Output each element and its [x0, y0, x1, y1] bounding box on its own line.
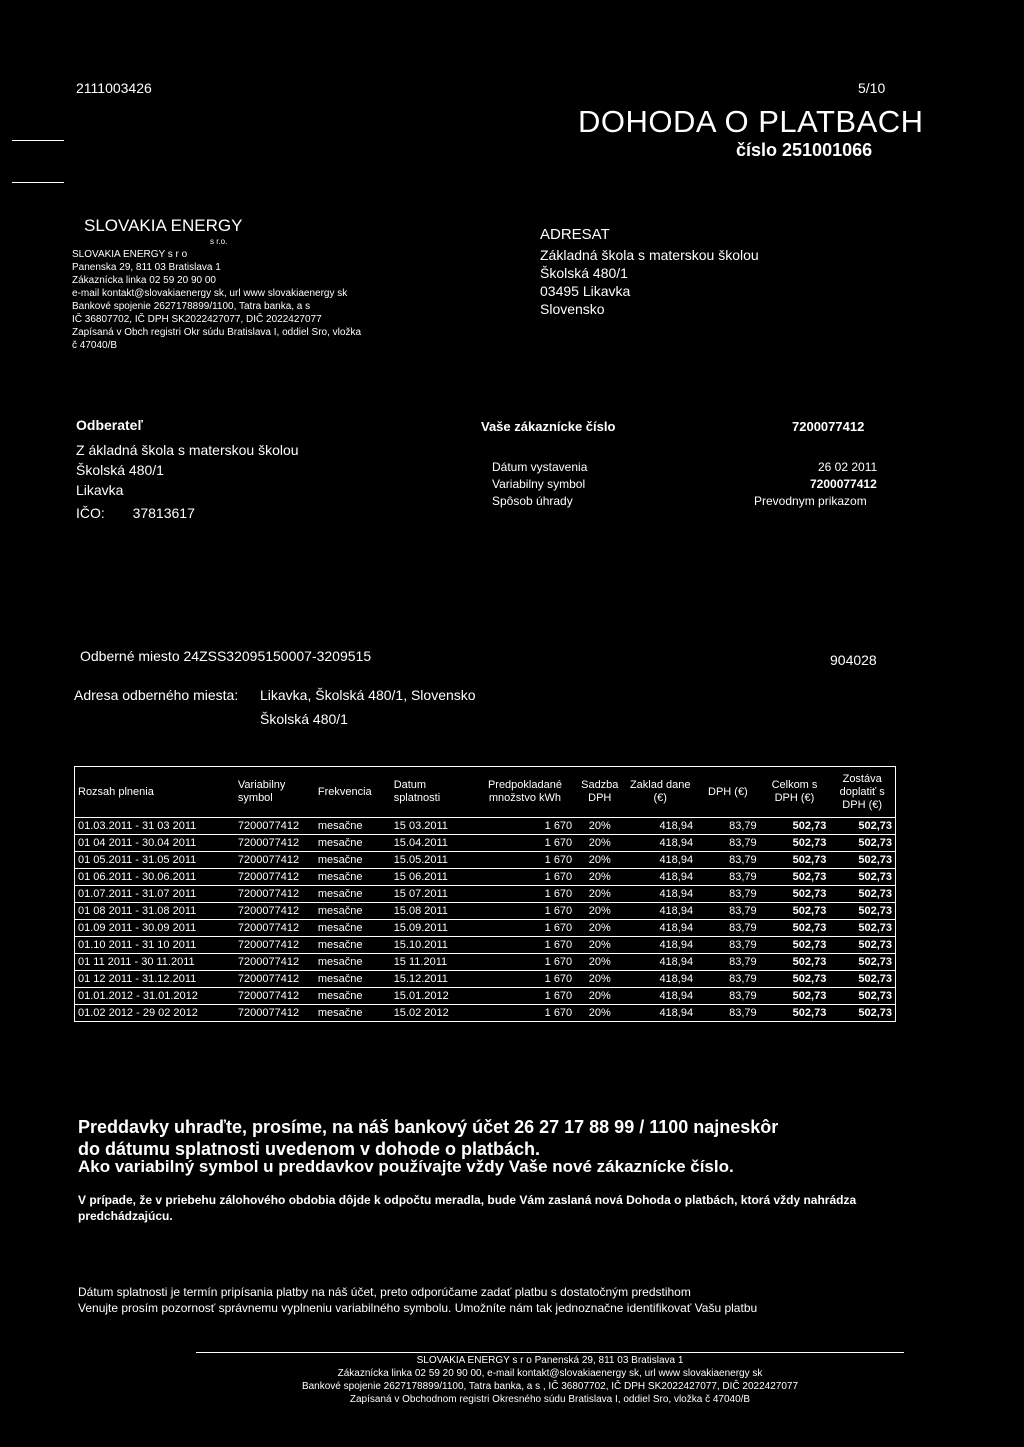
table-row: [75, 988, 896, 1005]
table-cell: 1 670: [475, 1005, 575, 1022]
page-number: 5/10: [858, 80, 886, 96]
table-cell: 502,73: [829, 835, 895, 852]
column-header: Datum splatnosti: [391, 767, 475, 818]
delivery-address-line: Školská 480/1: [260, 711, 348, 727]
customer-line: Školská 480/1: [76, 462, 164, 478]
table-cell: 502,73: [829, 903, 895, 920]
footer-line: Bankové spojenie 2627178899/1100, Tatra banka, a s , IČ 36807702, IČ DPH SK2022427077, DIČ 2022427077: [301, 1381, 799, 1392]
table-cell: 7200077412: [235, 818, 315, 835]
table-cell: 7200077412: [235, 886, 315, 903]
variable-symbol-note: Ako variabilný symbol u preddavkov používajte vždy Vaše nové zákaznícke číslo.: [78, 1157, 734, 1176]
table-cell: 15 07.2011: [391, 886, 475, 903]
table-cell: 20%: [575, 886, 624, 903]
table-cell: 7200077412: [235, 988, 315, 1005]
supplier-line: Bankové spojenie 2627178899/1100, Tatra banka, a s: [72, 301, 311, 312]
supplier-line: č 47040/B: [72, 340, 118, 351]
table-cell: 502,73: [829, 818, 895, 835]
table-cell: 01 05.2011 - 31.05 2011: [75, 852, 235, 869]
table-cell: mesačne: [315, 818, 391, 835]
payment-instruction-line: do dátumu splatnosti uvedenom v dohode o platbách.: [78, 1139, 541, 1159]
column-header: Zaklad dane (€): [624, 767, 696, 818]
delivery-address-label: Adresa odberného miesta:: [74, 687, 239, 703]
table-cell: mesačne: [315, 852, 391, 869]
table-cell: 20%: [575, 920, 624, 937]
table-cell: 1 670: [475, 954, 575, 971]
table-cell: 7200077412: [235, 920, 315, 937]
table-cell: 20%: [575, 1005, 624, 1022]
company-logo-suffix: s r.o.: [210, 237, 228, 246]
table-cell: 83,79: [696, 886, 760, 903]
table-cell: 1 670: [475, 937, 575, 954]
table-cell: 7200077412: [235, 954, 315, 971]
table-cell: 502,73: [829, 920, 895, 937]
table-cell: 502,73: [760, 971, 830, 988]
table-cell: 83,79: [696, 1005, 760, 1022]
table-cell: mesačne: [315, 869, 391, 886]
margin-mark: [12, 140, 64, 141]
table-row: [75, 869, 896, 886]
supplier-address: [72, 248, 361, 352]
delivery-address-line: Likavka, Školská 480/1, Slovensko: [260, 687, 476, 703]
table-cell: 502,73: [829, 937, 895, 954]
table-cell: 15.10.2011: [391, 937, 475, 954]
table-cell: 502,73: [829, 869, 895, 886]
column-header: Rozsah plnenia: [75, 767, 235, 818]
table-row: [75, 835, 896, 852]
table-cell: 15.09.2011: [391, 920, 475, 937]
table-body: [75, 818, 896, 1022]
payment-method-label: Spôsob úhrady: [492, 494, 573, 508]
addressee-block: [540, 226, 759, 318]
table-cell: 7200077412: [235, 937, 315, 954]
table-cell: 502,73: [760, 818, 830, 835]
table-cell: 1 670: [475, 869, 575, 886]
table-cell: mesačne: [315, 1005, 391, 1022]
table-cell: 502,73: [829, 954, 895, 971]
delivery-point-code: 904028: [830, 652, 877, 668]
table-cell: 502,73: [760, 852, 830, 869]
table-cell: 15.02 2012: [391, 1005, 475, 1022]
table-cell: 502,73: [760, 886, 830, 903]
payment-instruction-line: Preddavky uhraďte, prosíme, na náš bankový účet 26 27 17 88 99 / 1100 najneskôr: [78, 1117, 779, 1137]
due-date-note: Dátum splatnosti je termín pripísania platby na náš účet, preto odporúčame zadať platbu s dostatočným predstihom: [78, 1285, 691, 1299]
table-cell: 1 670: [475, 920, 575, 937]
table-cell: 7200077412: [235, 903, 315, 920]
table-cell: 7200077412: [235, 835, 315, 852]
table-cell: 20%: [575, 869, 624, 886]
table-cell: 7200077412: [235, 869, 315, 886]
table-cell: 20%: [575, 937, 624, 954]
table-cell: 01.03.2011 - 31 03 2011: [75, 818, 235, 835]
table-cell: 01.07.2011 - 31.07 2011: [75, 886, 235, 903]
table-row: [75, 971, 896, 988]
variable-symbol-label: Variabilny symbol: [492, 477, 586, 491]
table-cell: 502,73: [760, 1005, 830, 1022]
table-cell: 502,73: [760, 903, 830, 920]
payment-method-value: Prevodnym prikazom: [754, 494, 867, 508]
supplier-line: Zapísaná v Obch registri Okr súdu Bratislava I, oddiel Sro, vložka: [72, 327, 362, 338]
table-cell: 01 04 2011 - 30.04 2011: [75, 835, 235, 852]
table-cell: 502,73: [760, 835, 830, 852]
table-cell: 418,94: [624, 835, 696, 852]
table-cell: 7200077412: [235, 852, 315, 869]
table-cell: mesačne: [315, 971, 391, 988]
table-cell: 83,79: [696, 869, 760, 886]
table-cell: mesačne: [315, 988, 391, 1005]
addressee-line: Školská 480/1: [540, 265, 628, 281]
table-cell: 502,73: [829, 1005, 895, 1022]
table-row: [75, 852, 896, 869]
payment-instruction: [78, 1116, 938, 1160]
table-cell: 1 670: [475, 903, 575, 920]
variable-symbol-attention-note: Venujte prosím pozornosť správnemu vyplneniu variabilného symbolu. Umožníte nám tak jednoznačne identifikovať Vašu platbu: [78, 1301, 758, 1315]
table-cell: 502,73: [829, 852, 895, 869]
table-cell: 83,79: [696, 971, 760, 988]
document-number: číslo 251001066: [736, 140, 873, 160]
table-cell: 83,79: [696, 852, 760, 869]
payment-schedule-table: [74, 766, 896, 1022]
customer-number-value: 7200077412: [792, 419, 865, 434]
addressee-heading: ADRESAT: [540, 226, 610, 243]
table-cell: 15.08 2011: [391, 903, 475, 920]
table-cell: 01.10 2011 - 31 10 2011: [75, 937, 235, 954]
table-cell: 83,79: [696, 903, 760, 920]
supplier-line: IČ 36807702, IČ DPH SK2022427077, DIČ 2022427077: [72, 314, 322, 325]
table-cell: 83,79: [696, 920, 760, 937]
table-cell: 20%: [575, 835, 624, 852]
table-cell: 01 11 2011 - 30 11.2011: [75, 954, 235, 971]
table-cell: 15.12.2011: [391, 971, 475, 988]
company-logo: SLOVAKIA ENERGY: [84, 216, 243, 235]
table-row: [75, 903, 896, 920]
table-cell: 83,79: [696, 818, 760, 835]
table-cell: 418,94: [624, 954, 696, 971]
table-cell: mesačne: [315, 886, 391, 903]
table-header-row: [75, 767, 896, 818]
customer-line: Z ákladná škola s materskou školou: [76, 442, 299, 458]
table-row: [75, 937, 896, 954]
table-cell: 20%: [575, 852, 624, 869]
table-cell: 01 12 2011 - 31.12.2011: [75, 971, 235, 988]
supplier-line: Panenska 29, 811 03 Bratislava 1: [72, 262, 221, 273]
table-cell: 418,94: [624, 971, 696, 988]
supplier-line: e-mail kontakt@slovakiaenergy sk, url www slovakiaenergy sk: [72, 288, 348, 299]
table-cell: 502,73: [829, 971, 895, 988]
margin-mark: [12, 182, 64, 183]
table-cell: 1 670: [475, 852, 575, 869]
column-header: Zostáva doplatiť s DPH (€): [829, 767, 895, 818]
table-cell: 01.01.2012 - 31.01.2012: [75, 988, 235, 1005]
table-cell: 418,94: [624, 988, 696, 1005]
footer-line: Zákaznícka linka 02 59 20 90 00, e-mail kontakt@slovakiaenergy sk, url www slovakiaenergy sk: [337, 1368, 763, 1379]
customer-heading: Odberateľ: [76, 417, 143, 433]
delivery-point: Odberné miesto 24ZSS32095150007-3209515: [80, 648, 372, 664]
table-cell: 1 670: [475, 818, 575, 835]
table-cell: 502,73: [760, 920, 830, 937]
table-cell: 15 03.2011: [391, 818, 475, 835]
issue-date-label: Dátum vystavenia: [492, 460, 588, 474]
table-cell: 418,94: [624, 886, 696, 903]
column-header: Predpokladané množstvo kWh: [475, 767, 575, 818]
table-cell: 83,79: [696, 937, 760, 954]
table-cell: 502,73: [829, 988, 895, 1005]
ico-value: 37813617: [132, 505, 195, 521]
table-cell: mesačne: [315, 903, 391, 920]
column-header: DPH (€): [696, 767, 760, 818]
table-cell: 1 670: [475, 988, 575, 1005]
table-cell: 20%: [575, 954, 624, 971]
table-cell: 20%: [575, 971, 624, 988]
footer-line: Zapísaná v Obchodnom registri Okresného súdu Bratislava I, oddiel Sro, vložka č 47040/B: [349, 1394, 751, 1405]
table-cell: mesačne: [315, 835, 391, 852]
table-row: [75, 954, 896, 971]
table-cell: 01 08 2011 - 31.08 2011: [75, 903, 235, 920]
table-cell: 15 06.2011: [391, 869, 475, 886]
table-cell: 1 670: [475, 971, 575, 988]
column-header: Sadzba DPH: [575, 767, 624, 818]
table-cell: 502,73: [829, 886, 895, 903]
column-header: Celkom s DPH (€): [760, 767, 830, 818]
table-cell: 20%: [575, 988, 624, 1005]
table-cell: 502,73: [760, 954, 830, 971]
ico-label: IČO:: [76, 505, 105, 521]
table-cell: 01.09 2011 - 30.09 2011: [75, 920, 235, 937]
table-cell: 15.01.2012: [391, 988, 475, 1005]
supplier-line: Zákaznícka linka 02 59 20 90 00: [72, 275, 216, 286]
table-cell: mesačne: [315, 954, 391, 971]
table-cell: 20%: [575, 818, 624, 835]
table-row: [75, 818, 896, 835]
table-cell: mesačne: [315, 920, 391, 937]
table-cell: 418,94: [624, 852, 696, 869]
footer: [196, 1354, 904, 1406]
table-cell: 83,79: [696, 988, 760, 1005]
document-title: DOHODA O PLATBACH: [578, 104, 924, 139]
table-cell: 15.05.2011: [391, 852, 475, 869]
table-cell: 01 06.2011 - 30.06.2011: [75, 869, 235, 886]
table-cell: 502,73: [760, 869, 830, 886]
table-cell: 15 11.2011: [391, 954, 475, 971]
meter-reading-note: V prípade, že v priebehu zálohového obdobia dôjde k odpočtu meradla, bude Vám zaslaná nová Dohoda o platbách, ktorá vždy nahrádza predchádzajúcu.: [78, 1193, 857, 1223]
table-cell: 1 670: [475, 835, 575, 852]
footer-divider: [196, 1352, 904, 1353]
document-id: 2111003426: [76, 80, 152, 96]
table-cell: 7200077412: [235, 971, 315, 988]
table-cell: 418,94: [624, 818, 696, 835]
table-cell: 502,73: [760, 988, 830, 1005]
table-row: [75, 886, 896, 903]
customer-line: Likavka: [76, 482, 124, 498]
table-row: [75, 1005, 896, 1022]
table-row: [75, 920, 896, 937]
customer-block: [76, 417, 299, 526]
table-cell: 15.04.2011: [391, 835, 475, 852]
addressee-line: Slovensko: [540, 301, 605, 317]
variable-symbol-value: 7200077412: [810, 477, 877, 491]
issue-date-value: 26 02 2011: [818, 460, 878, 474]
table-cell: 83,79: [696, 835, 760, 852]
addressee-line: Základná škola s materskou školou: [540, 247, 759, 263]
column-header: Variabilny symbol: [235, 767, 315, 818]
table-cell: 418,94: [624, 869, 696, 886]
table-cell: 83,79: [696, 954, 760, 971]
table-cell: 418,94: [624, 903, 696, 920]
table-cell: 01.02 2012 - 29 02 2012: [75, 1005, 235, 1022]
addressee-line: 03495 Likavka: [540, 283, 631, 299]
table-cell: 7200077412: [235, 1005, 315, 1022]
table-cell: mesačne: [315, 937, 391, 954]
footer-line: SLOVAKIA ENERGY s r o Panenská 29, 811 03 Bratislava 1: [416, 1355, 684, 1366]
table-cell: 418,94: [624, 937, 696, 954]
table-cell: 20%: [575, 903, 624, 920]
table-cell: 1 670: [475, 886, 575, 903]
table-cell: 418,94: [624, 1005, 696, 1022]
column-header: Frekvencia: [315, 767, 391, 818]
table-cell: 418,94: [624, 920, 696, 937]
customer-number-label: Vaše zákaznícke číslo: [481, 419, 616, 434]
supplier-line: SLOVAKIA ENERGY s r o: [72, 249, 188, 260]
table-cell: 502,73: [760, 937, 830, 954]
